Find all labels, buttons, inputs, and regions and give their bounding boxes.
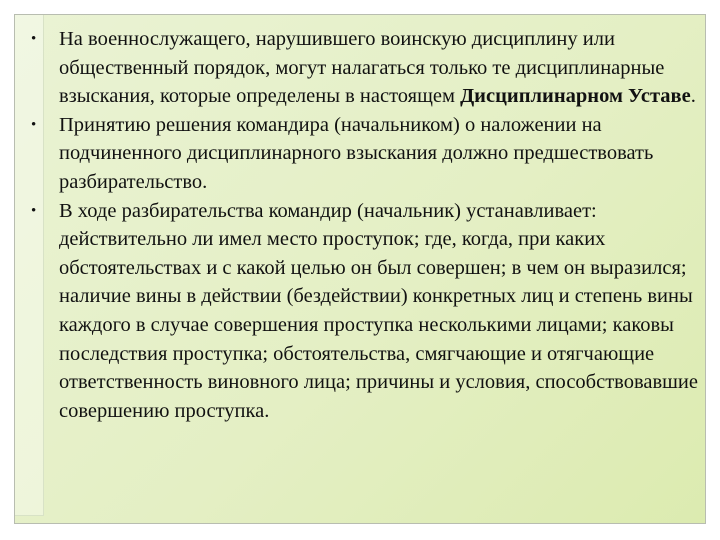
bullet-bold-text: Дисциплинарном Уставе <box>460 85 691 108</box>
bullet-item-2 <box>31 111 701 197</box>
bullet-text-tail: . <box>690 85 696 108</box>
bullet-text: На военнослужащего, нарушившего воинскую дисциплину или общественный порядок, могут налагаться только те дисциплинарные взыскания, которые определены в настоящем <box>59 28 665 108</box>
bullet-list <box>31 25 701 425</box>
bullet-text: В ходе разбирательства командир (начальник) устанавливает: действительно ли имел место проступок; где, когда, при каких обстоятельствах и с какой целью он был совершен; в чем он выразился; наличие вины в действии (бездействии) конкретных лиц и степень вины каждого в случае совершения проступка несколькими лицами; каковы последствия проступка; обстоятельства, смягчающие и отягчающие ответственность виновного лица; причины и условия, способствовавшие совершению проступка. <box>59 199 698 422</box>
bullet-text: Принятию решения командира (начальником) о наложении на подчиненного дисциплинарного взыскания должно предшествовать разбирательство. <box>59 113 654 193</box>
slide <box>14 14 706 524</box>
bullet-dot-icon: • <box>31 31 37 47</box>
bullet-item-1 <box>31 25 701 111</box>
bullet-dot-icon: • <box>31 116 37 133</box>
bullet-dot-icon: • <box>31 202 37 219</box>
bullet-item-3 <box>31 197 701 426</box>
